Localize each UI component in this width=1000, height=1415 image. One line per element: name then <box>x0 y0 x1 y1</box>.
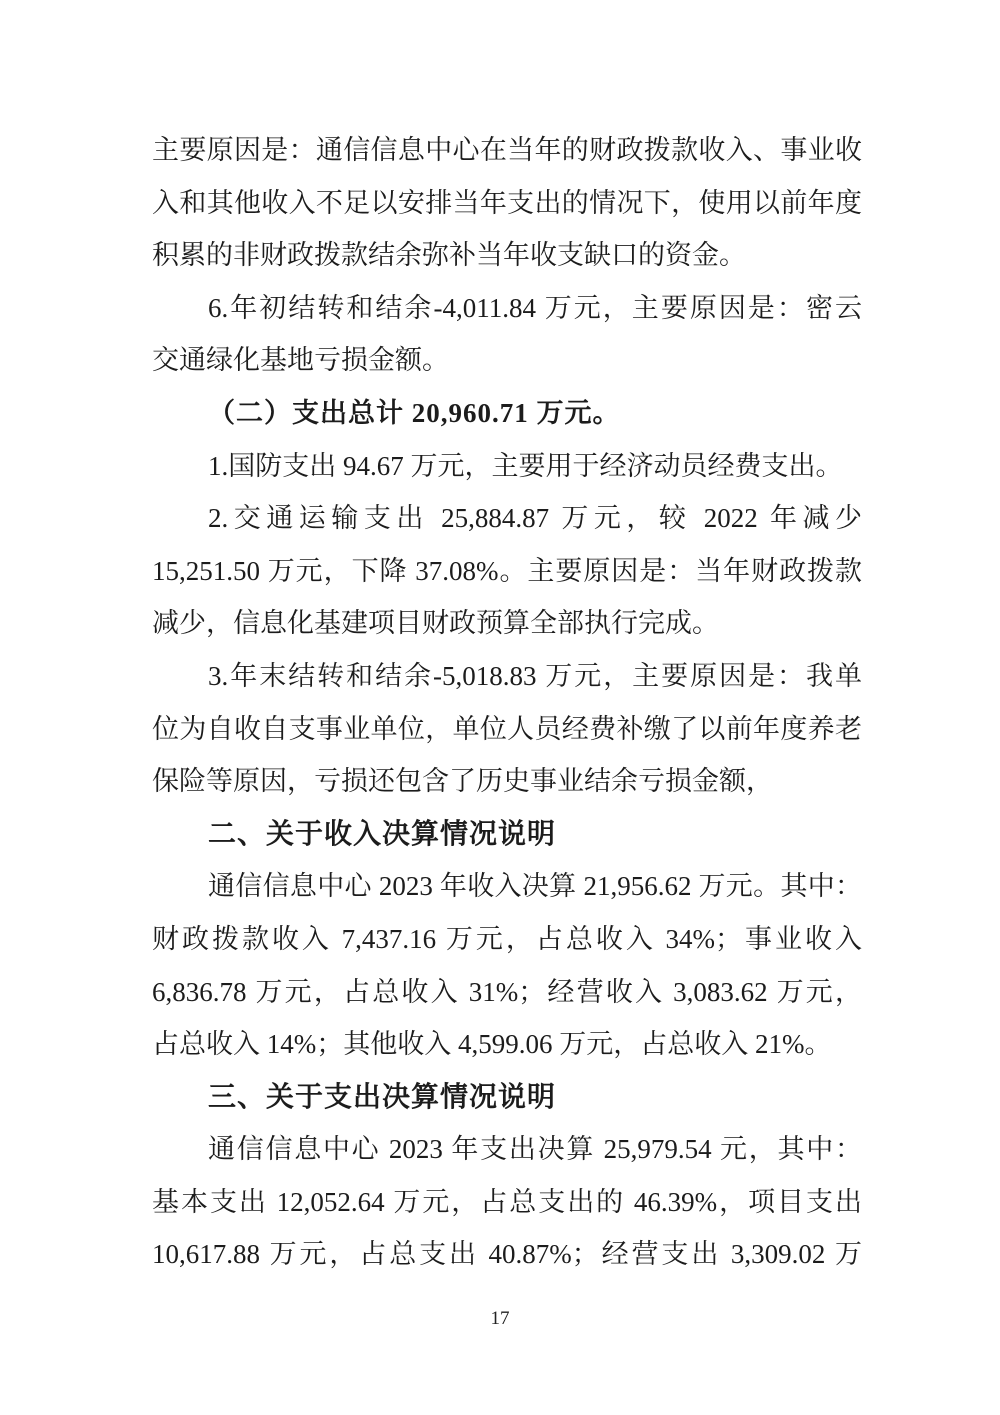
section-heading-income-statement: 二、关于收入决算情况说明 <box>208 817 557 849</box>
document-body <box>152 124 862 1281</box>
paragraph-line: 10,617.88 万元，占总支出 40.87%；经营支出 3,309.02 万 <box>152 1239 862 1270</box>
paragraph-line: 减少，信息化基建项目财政预算全部执行完成。 <box>152 608 719 639</box>
paragraph-line: 位为自收自支事业单位，单位人员经费补缴了以前年度养老 <box>152 713 862 744</box>
paragraph-line: 积累的非财政拨款结余弥补当年收支缺口的资金。 <box>152 240 746 271</box>
page-number: 17 <box>490 1308 510 1329</box>
paragraph-line-item-2: 2.交通运输支出 25,884.87 万元，较 2022 年减少 <box>208 503 862 534</box>
paragraph-line-item-3: 3.年末结转和结余-5,018.83 万元，主要原因是：我单 <box>208 660 862 691</box>
paragraph-line: 15,251.50 万元，下降 37.08%。主要原因是：当年财政拨款 <box>152 555 862 586</box>
section-heading-expenditure-statement: 三、关于支出决算情况说明 <box>208 1080 557 1112</box>
paragraph-line: 交通绿化基地亏损金额。 <box>152 345 449 376</box>
paragraph-line: 占总收入 14%；其他收入 4,599.06 万元，占总收入 21%。 <box>152 1029 832 1060</box>
paragraph-line: 保险等原因，亏损还包含了历史事业结余亏损金额， <box>152 766 773 797</box>
paragraph-line: 6,836.78 万元，占总收入 31%；经营收入 3,083.62 万元， <box>152 976 862 1007</box>
paragraph-line: 基本支出 12,052.64 万元，占总支出的 46.39%，项目支出 <box>152 1186 862 1217</box>
paragraph-line-item-1: 1.国防支出 94.67 万元，主要用于经济动员经费支出。 <box>208 450 843 481</box>
paragraph-line-item-6: 6.年初结转和结余-4,011.84 万元，主要原因是：密云 <box>208 292 862 323</box>
paragraph-line: 财政拨款收入 7,437.16 万元，占总收入 34%；事业收入 <box>152 923 862 954</box>
subheading-expenditure-total: （二）支出总计 20,960.71 万元。 <box>208 397 621 428</box>
paragraph-line: 入和其他收入不足以安排当年支出的情况下，使用以前年度 <box>152 187 862 218</box>
paragraph-line: 通信信息中心 2023 年收入决算 21,956.62 万元。其中： <box>208 871 862 902</box>
paragraph-line: 主要原因是：通信信息中心在当年的财政拨款收入、事业收 <box>152 135 862 165</box>
paragraph-line: 通信信息中心 2023 年支出决算 25,979.54 元，其中： <box>208 1134 862 1165</box>
